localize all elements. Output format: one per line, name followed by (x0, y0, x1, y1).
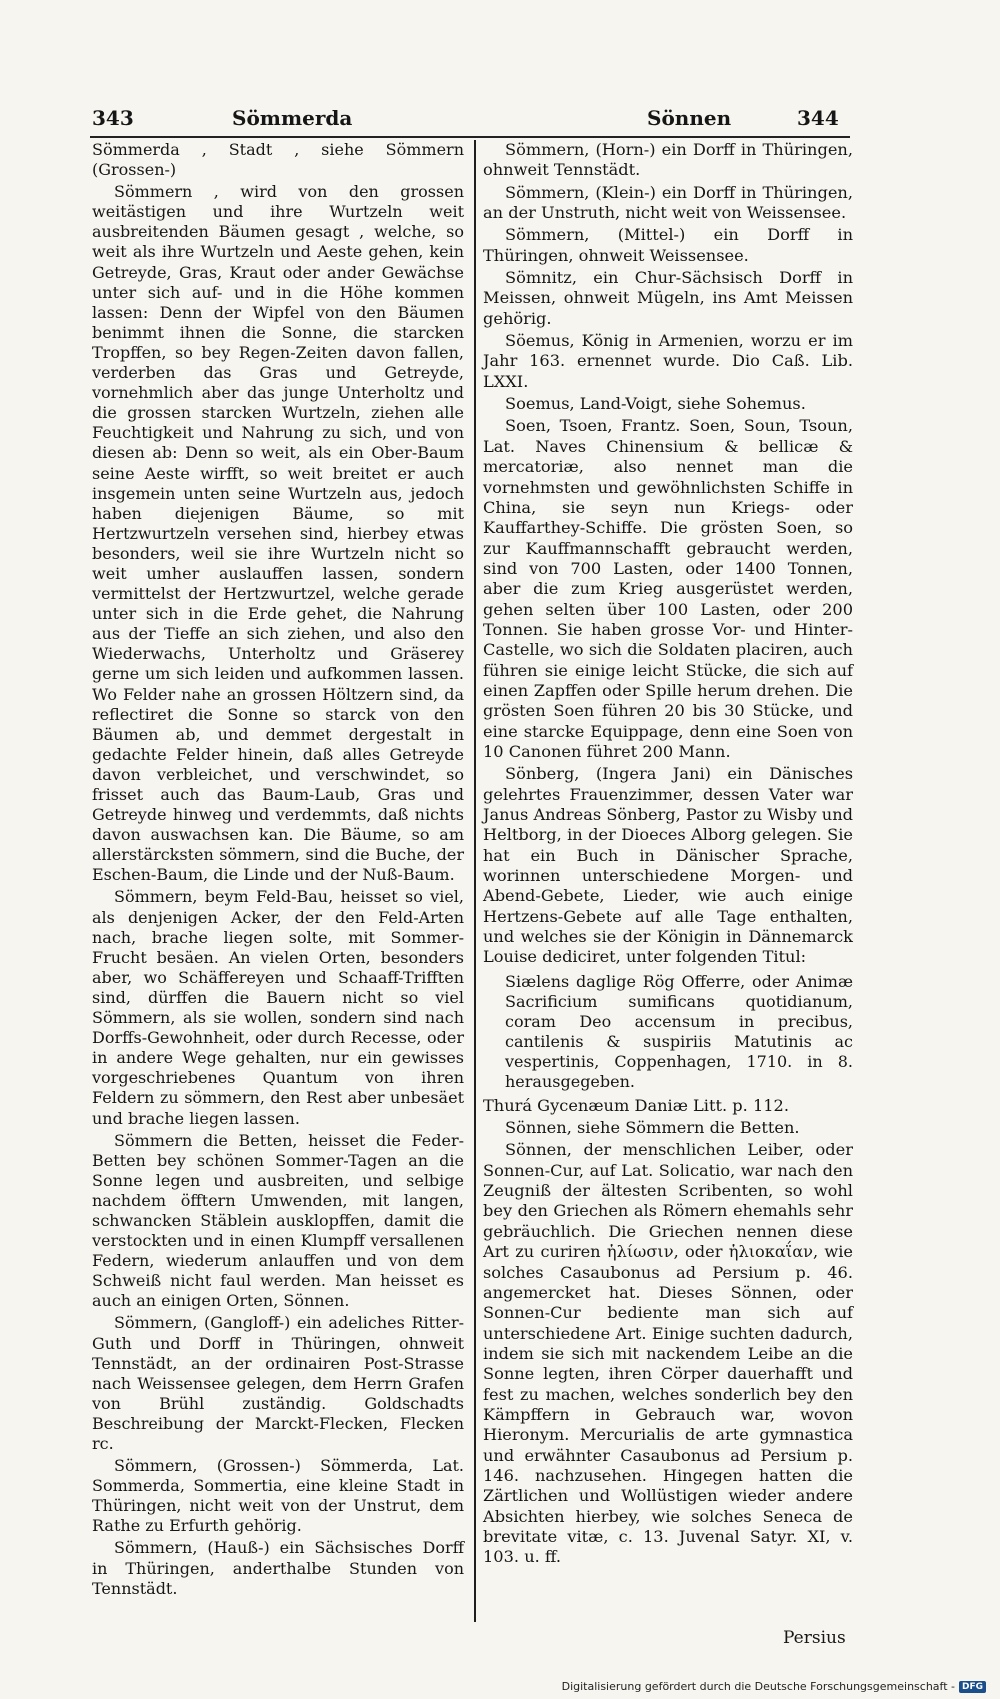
left-page-number: 343 (92, 106, 134, 130)
reference-line: Thurá Gycenæum Daniæ Litt. p. 112. (483, 1095, 789, 1115)
entry-paragraph: Soemus, Land-Voigt, siehe Sohemus. (505, 394, 806, 414)
entry-paragraph: Sönnen, siehe Sömmern die Betten. (505, 1118, 800, 1138)
entry-paragraph: Sönnen, der menschlichen Leiber, oder Sonnen-Cur, auf Lat. Solicatio, war nach den Zeugniß der ältesten Scribenten, so wohl bey den Griechen als Römern ehemahls sehr gebräuchlich. Die Griechen nennen diese Art zu curiren ἡλίωσιν, oder ἡλιοκαΐαν, wie solches Casaubonus ad Persium p. 46. angemercket hat. Dieses Sönnen, oder Sonnen-Cur bediente man sich auf unterschiedene Art. Einige suchten dadurch, indem sie sich mit nackendem Leibe an die Sonne legten, ihren Cörper dauerhafft und fest zu machen, welches sonderlich bey den Kämpffern in Gebrauch war, wovon Hieronym. Mercurialis de arte gymnastica und erwähnter Casaubonus ad Persium p. 146. nachzusehen. Hingegen hatten die Zärtlichen und Wollüstigen wieder andere Absichten hierbey, wie solches Seneca de brevitate vitæ, c. 13. Juvenal Satyr. XI, v. 103. u. ff. (483, 1140, 853, 1567)
right-page-number: 344 (797, 106, 839, 130)
entry-paragraph: Sömmern , wird von den grossen weitästigen und ihre Wurtzeln weit ausbreitenden Bäumen gesagt , welche, so weit als ihre Wurtzeln und Aeste gehen, kein Getreyde, Gras, Kraut oder ander Gewächse unter sich auf- und in die Höhe kommen lassen: Denn der Wipfel von den Bäumen benimmt ihnen die Sonne, die starcken Tropffen, so bey Regen-Zeiten davon fallen, verderben das Gras und Getreyde, vornehmlich aber das junge Unterholtz und die grossen starcken Wurtzeln, ziehen alle Feuchtigkeit und Nahrung zu sich, und von diesen ab: Denn so weit, als ein Ober-Baum seine Aeste wirfft, so weit breitet er auch insgemein unten seine Wurtzeln aus, jedoch haben diejenigen Bäume, so mit Hertzwurtzeln versehen sind, hierbey etwas besonders, weil sie ihre Wurtzeln nicht so weit umher auslauffen lassen, sondern vermittelst der Hertzwurtzel, welche gerade unter sich in die Erde gehet, die Nahrung aus der Tieffe an sich ziehen, und also den Wiederwachs, Unterholtz und Gräserey gerne um sich leiden und aufkommen lassen. Wo Felder nahe an grossen Höltzern sind, da reflectiret die Sonne so starck von den Bäumen ab, und demmet dergestalt in gedachte Felder hinein, daß alles Getreyde davon verbleichet, und verschwindet, so frisset auch das Baum-Laub, Gras und Getreyde hinweg und verdemmts, daß nichts davon auswachsen kan. Die Bäume, so am allerstärcksten sömmern, sind die Buche, der Eschen-Baum, die Linde und der Nuß-Baum. (92, 182, 464, 885)
dfg-logo: DFG (959, 1681, 986, 1693)
entry-paragraph: Sömmern, (Klein-) ein Dorff in Thüringen, an der Unstruth, nicht weit von Weissensee. (483, 182, 853, 223)
digitization-footer (562, 1680, 986, 1693)
left-column (92, 140, 464, 1601)
left-running-title: Sömmerda (232, 106, 353, 130)
entry-paragraph: Sömmerda , Stadt , siehe Sömmern (Grossen-) (92, 140, 464, 180)
right-running-title: Sönnen (647, 106, 732, 130)
entry-paragraph: Sömmern, (Horn-) ein Dorff in Thüringen, ohnweit Tennstädt. (483, 140, 853, 180)
entry-paragraph: Sömmern die Betten, heisset die Feder-Betten bey schönen Sommer-Tagen an die Sonne legen und ausbreiten, und selbige nachdem öfftern Umwenden, mit langen, schwancken Stäblein ausklopffen, damit die verstockten und in einen Klumpff versallenen Federn, wiederum anlauffen und von dem Schweiß nicht faul werden. Man heisset es auch an einigen Orten, Sönnen. (92, 1130, 464, 1311)
header-rule (90, 136, 850, 138)
entry-paragraph: Sömnitz, ein Chur-Sächsisch Dorff in Meissen, ohnweit Mügeln, ins Amt Meissen gehörig. (483, 268, 853, 328)
footer-credit: Digitalisierung gefördert durch die Deutsche Forschungsgemeinschaft - (561, 1680, 955, 1693)
entry-paragraph: Sömmern, (Mittel-) ein Dorff in Thüringen, ohnweit Weissensee. (483, 225, 853, 265)
entry-paragraph: Soen, Tsoen, Frantz. Soen, Soun, Tsoun, Lat. Naves Chinensium & bellicæ & mercatoriæ, also nennet man die vornehmsten und gewöhnlichsten Schiffe in China, sie seyn nun Kriegs- oder Kauffarthey-Schiffe. Die grösten Soen, so zur Kauffmannschafft gebraucht werden, sind von 700 Lasten, oder 1400 Tonnen, aber die zum Krieg ausgerüstet werden, gehen selten über 100 Lasten, oder 200 Tonnen. Sie haben grosse Vor- und Hinter-Castelle, wo sich die Soldaten placiren, auch führen sie einige leicht Stücke, die sich auf einen Zapffen oder Spille herum drehen. Die grösten Soen führen 20 bis 30 Stücke, und eine starcke Equippage, denn eine Soen von 10 Canonen führet 200 Mann. (483, 416, 853, 761)
quoted-title: Siælens daglige Rög Offerre, oder Animæ Sacrificium sumificans quotidianum, coram Deo accensum in precibus, cantilenis & suspiriis Matutinis ac vespertinis, Coppenhagen, 1710. in 8. herausgegeben. (505, 971, 853, 1091)
column-divider (474, 140, 476, 1622)
entry-paragraph: Sömmern, (Gangloff-) ein adeliches Ritter-Guth und Dorff in Thüringen, ohnweit Tennstädt, an der ordinairen Post-Strasse nach Weissensee gelegen, dem Herrn Grafen von Brühl zuständig. Goldschadts Beschreibung der Marckt-Flecken, Flecken rc. (92, 1313, 464, 1453)
running-header (92, 106, 852, 136)
right-column (483, 140, 853, 1570)
entry-paragraph: Sönberg, (Ingera Jani) ein Dänisches gelehrtes Frauenzimmer, dessen Vater war Janus Andreas Sönberg, Pastor zu Wisby und Heltborg, in der Dioeces Alborg gelegen. Sie hat ein Buch in Dänischer Sprache, worinnen unterschiedene Morgen- und Abend-Gebete, Lieder, wie auch einige Hertzens-Gebete auf alle Tage enthalten, und welches sie der Königin in Dännemarck Louise dediciret, unter folgenden Titul: (483, 764, 853, 967)
entry-paragraph: Söemus, König in Armenien, worzu er im Jahr 163. ernennet wurde. Dio Caß. Lib. LXXI. (483, 331, 853, 391)
catchword: Persius (783, 1628, 846, 1648)
entry-paragraph: Sömmern, beym Feld-Bau, heisset so viel, als denjenigen Acker, der den Feld-Arten nach, brache liegen solte, mit Sommer-Frucht besäen. An vielen Orten, besonders aber, wo Schäffereyen und Schaaff-Trifften sind, dürffen die Bauern nicht so viel Sömmern, als sie wollen, sondern sind nach Dorffs-Gewohnheit, oder durch Recesse, oder in andere Wege gehalten, nur ein gewisses vorgeschriebenes Quantum von ihren Feldern zu sömmern, den Rest aber unbesäet und brache liegen lassen. (92, 887, 464, 1128)
entry-paragraph: Sömmern, (Grossen-) Sömmerda, Lat. Sommerda, Sommertia, eine kleine Stadt in Thüringen, nicht weit von der Unstrut, dem Rathe zu Erfurth gehörig. (92, 1456, 464, 1536)
entry-paragraph: Sömmern, (Hauß-) ein Sächsisches Dorff in Thüringen, anderthalbe Stunden von Tennstädt. (92, 1538, 464, 1598)
